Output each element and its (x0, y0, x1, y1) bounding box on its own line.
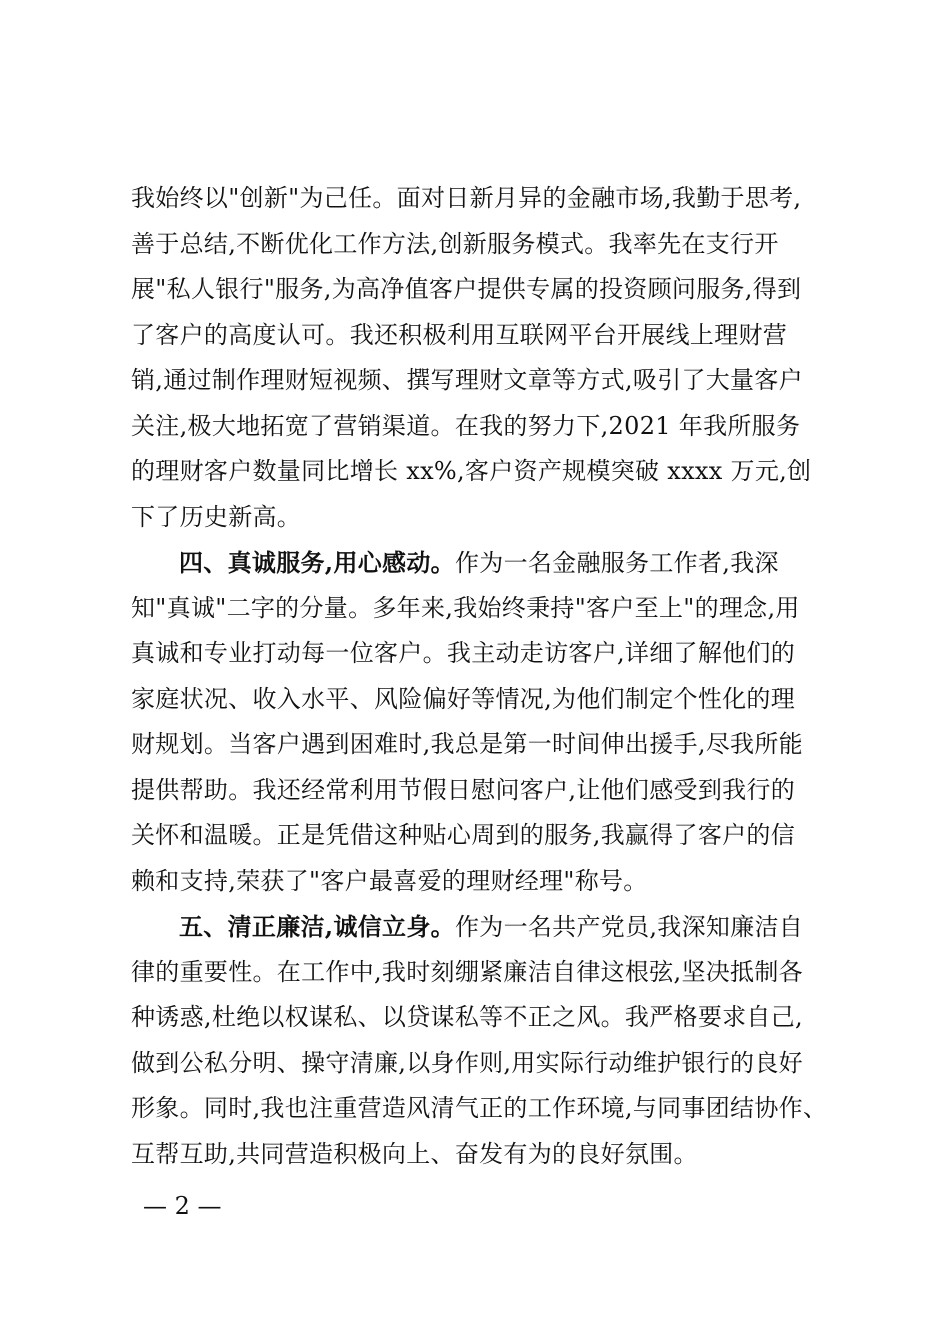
text-line: 种诱惑,杜绝以权谋私、以贷谋私等不正之风。我严格要求自己, (131, 1003, 803, 1031)
text-line: 关怀和温暖。正是凭借这种贴心周到的服务,我赢得了客户的信 (131, 821, 796, 849)
paragraph-integrity (131, 904, 831, 1177)
text-span: 作为一名共产党员,我深知廉洁自 (454, 913, 804, 941)
text-line: 互帮互助,共同营造积极向上、奋发有为的良好氛围。 (131, 1139, 698, 1168)
text-line: 了客户的高度认可。我还积极利用互联网平台开展线上理财营 (131, 320, 788, 349)
paragraph-first-line (131, 904, 831, 950)
text-line: 提供帮助。我还经常利用节假日慰问客户,让他们感受到我行的 (131, 775, 796, 804)
text-line: 家庭状况、收入水平、风险偏好等情况,为他们制定个性化的理 (131, 684, 796, 713)
body-text (131, 176, 831, 1177)
text-line: 赖和支持,荣获了"客户最喜爱的理财经理"称号。 (131, 866, 648, 895)
text-line: 销,通过制作理财短视频、撰写理财文章等方式,吸引了大量客户 (131, 366, 803, 394)
text-line: 下了历史新高。 (131, 502, 302, 531)
paragraph-first-line (131, 540, 831, 586)
section-heading: 四、真诚服务,用心感动。 (179, 548, 455, 577)
text-span: 作为一名金融服务工作者,我深 (454, 549, 779, 577)
page-number: — 2 — (143, 1192, 222, 1220)
text-line: 形象。同时,我也注重营造风清气正的工作环境,与同事团结协作、 (131, 1094, 828, 1122)
section-heading: 五、清正廉洁,诚信立身。 (179, 912, 455, 941)
text-line: 财规划。当客户遇到困难时,我总是第一时间伸出援手,尽我所能 (131, 730, 803, 758)
text-line: 关注,极大地拓宽了营销渠道。在我的努力下,2021 年我所服务 (131, 411, 801, 440)
text-line: 展"私人银行"服务,为高净值客户提供专属的投资顾问服务,得到 (131, 275, 802, 303)
paragraph-sincere-service (131, 540, 831, 904)
text-line: 我始终以"创新"为己任。面对日新月异的金融市场,我勤于思考, (131, 184, 802, 212)
text-line: 善于总结,不断优化工作方法,创新服务模式。我率先在支行开 (131, 229, 779, 258)
text-line: 律的重要性。在工作中,我时刻绷紧廉洁自律这根弦,坚决抵制各 (131, 957, 803, 986)
text-line: 知"真诚"二字的分量。多年来,我始终秉持"客户至上"的理念,用 (131, 593, 800, 622)
paragraph-innovation (131, 176, 831, 540)
text-line: 真诚和专业打动每一位客户。我主动走访客户,详细了解他们的 (131, 639, 796, 667)
text-line: 的理财客户数量同比增长 xx%,客户资产规模突破 xxxx 万元,创 (131, 457, 812, 485)
text-line: 做到公私分明、操守清廉,以身作则,用实际行动维护银行的良好 (131, 1048, 803, 1077)
